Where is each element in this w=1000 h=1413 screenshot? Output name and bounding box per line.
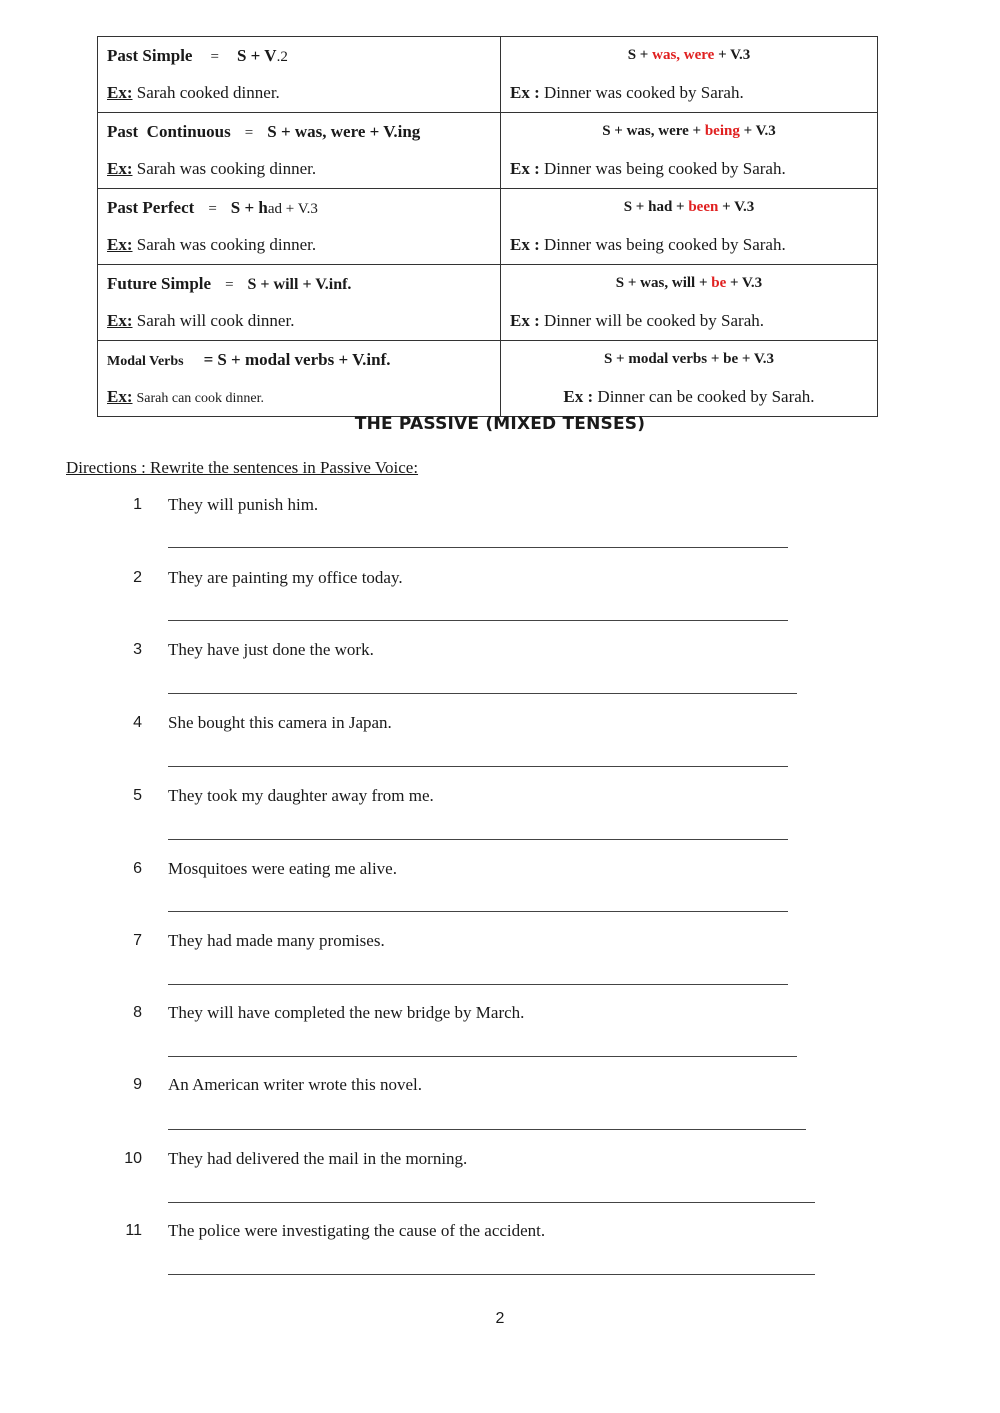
exercise-sentence: An American writer wrote this novel. <box>168 1075 422 1094</box>
exercise-number: 6 <box>133 860 142 877</box>
passive-formula: S + was, will + be + V.3 <box>615 275 763 291</box>
table-row <box>98 189 878 265</box>
tense-formula-table <box>97 36 878 417</box>
active-example: Ex: Sarah was cooking dinner. <box>107 159 317 178</box>
answer-line[interactable] <box>168 911 788 912</box>
exercise-sentence: They had made many promises. <box>168 931 385 950</box>
exercise-number: 9 <box>133 1076 142 1093</box>
active-voice-cell <box>98 265 501 341</box>
answer-line[interactable] <box>168 1129 806 1130</box>
exercise-number: 5 <box>133 787 142 804</box>
passive-formula: S + was, were + being + V.3 <box>602 123 776 139</box>
exercise-number: 4 <box>133 714 142 731</box>
active-example: Ex: Sarah can cook dinner. <box>107 387 265 406</box>
worksheet-title: THE PASSIVE (MIXED TENSES) <box>354 414 646 434</box>
active-formula: Modal Verbs = S + modal verbs + V.inf. <box>107 350 391 369</box>
answer-line[interactable] <box>168 1274 815 1275</box>
exercise-number: 3 <box>133 641 142 658</box>
answer-line[interactable] <box>168 693 797 694</box>
active-example: Ex: Sarah was cooking dinner. <box>107 235 317 254</box>
active-formula: Past Perfect = S + had + V.3 <box>107 198 318 217</box>
exercise-sentence: She bought this camera in Japan. <box>168 713 392 732</box>
answer-line[interactable] <box>168 1056 797 1057</box>
directions: Directions : Rewrite the sentences in Passive Voice: <box>66 458 419 477</box>
table-row <box>98 37 878 113</box>
passive-formula: S + had + been + V.3 <box>623 199 755 215</box>
passive-voice-cell <box>501 37 878 113</box>
active-formula: Future Simple = S + will + V.inf. <box>107 274 352 293</box>
exercise-sentence: They are painting my office today. <box>168 568 403 587</box>
passive-example: Ex : Dinner can be cooked by Sarah. <box>563 387 815 406</box>
active-formula: Past Simple = S + V.2 <box>107 46 288 65</box>
answer-line[interactable] <box>168 1202 815 1203</box>
table-row <box>98 113 878 189</box>
passive-example: Ex : Dinner was being cooked by Sarah. <box>510 159 786 178</box>
active-voice-cell <box>98 113 501 189</box>
passive-voice-cell <box>501 265 878 341</box>
exercise-number: 8 <box>133 1004 142 1021</box>
passive-voice-cell <box>501 189 878 265</box>
exercise-sentence: The police were investigating the cause of the accident. <box>168 1221 546 1240</box>
table-row <box>98 341 878 417</box>
answer-line[interactable] <box>168 766 788 767</box>
active-voice-cell <box>98 189 501 265</box>
exercise-sentence: Mosquitoes were eating me alive. <box>168 859 397 878</box>
answer-line[interactable] <box>168 620 788 621</box>
passive-example: Ex : Dinner was being cooked by Sarah. <box>510 235 786 254</box>
page-number: 2 <box>495 1310 505 1327</box>
exercise-sentence: They will have completed the new bridge by March. <box>168 1003 525 1022</box>
table-row <box>98 265 878 341</box>
exercise-number: 10 <box>124 1150 142 1167</box>
passive-example: Ex : Dinner was cooked by Sarah. <box>510 83 744 102</box>
exercise-number: 7 <box>133 932 142 949</box>
passive-voice-cell <box>501 341 878 417</box>
passive-example: Ex : Dinner will be cooked by Sarah. <box>510 311 764 330</box>
exercise-number: 11 <box>125 1222 142 1239</box>
passive-formula: S + modal verbs + be + V.3 <box>603 351 775 367</box>
active-example: Ex: Sarah will cook dinner. <box>107 311 295 330</box>
answer-line[interactable] <box>168 547 788 548</box>
exercise-sentence: They had delivered the mail in the morning. <box>168 1149 468 1168</box>
active-example: Ex: Sarah cooked dinner. <box>107 83 280 102</box>
exercise-number: 1 <box>133 496 142 513</box>
active-voice-cell <box>98 341 501 417</box>
answer-line[interactable] <box>168 839 788 840</box>
answer-line[interactable] <box>168 984 788 985</box>
passive-formula: S + was, were + V.3 <box>627 47 751 63</box>
passive-voice-cell <box>501 113 878 189</box>
exercise-sentence: They have just done the work. <box>168 640 374 659</box>
active-voice-cell <box>98 37 501 113</box>
exercise-sentence: They will punish him. <box>168 495 319 514</box>
exercise-number: 2 <box>133 569 142 586</box>
active-formula: Past Continuous = S + was, were + V.ing <box>107 122 421 141</box>
exercise-sentence: They took my daughter away from me. <box>168 786 434 805</box>
